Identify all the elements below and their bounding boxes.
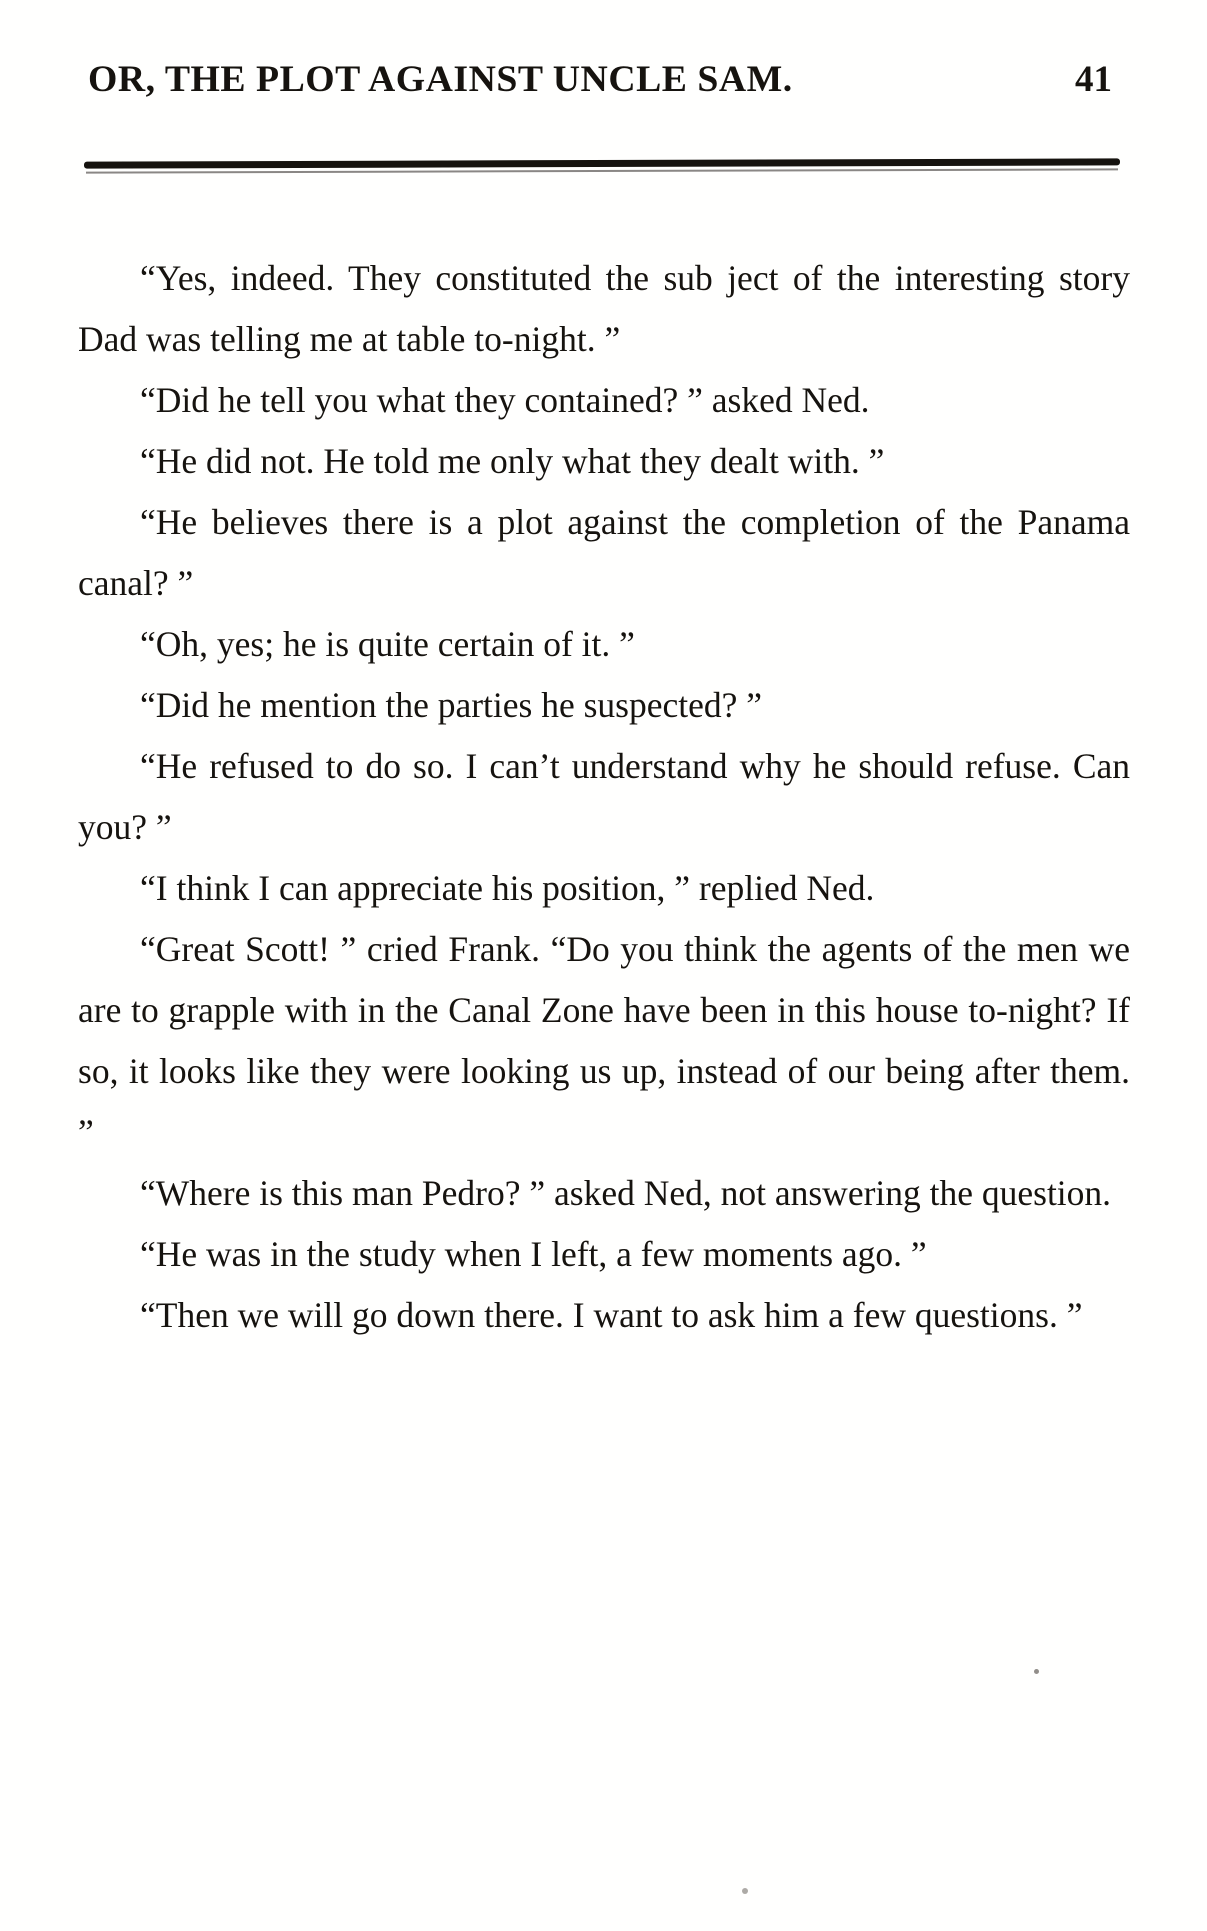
scan-speck (742, 1888, 748, 1894)
page-number: 41 (1075, 59, 1112, 100)
body-text (78, 248, 1130, 1346)
paragraph: “Where is this man Pedro? ” asked Ned, not answering the question. (140, 1173, 1112, 1213)
running-head-title: OR, THE PLOT AGAINST UNCLE SAM. (88, 59, 793, 100)
paragraph: “Then we will go down there. I want to ask him a few questions. ” (140, 1295, 1083, 1335)
paragraph: “Did he mention the parties he suspected? ” (140, 685, 763, 725)
paragraph: “Great Scott! ” cried Frank. “Do you think the agents of the men we are to grapple with in the Canal Zone have been in this house to-night? If so, it looks like they were looking us up, instead of our being after them. ” (78, 929, 1130, 1152)
header-rule-secondary (86, 168, 1118, 173)
paragraph: “Did he tell you what they contained? ” asked Ned. (140, 380, 870, 420)
header-rule (84, 158, 1120, 168)
paragraph: “Oh, yes; he is quite certain of it. ” (140, 624, 635, 664)
paragraph: “He refused to do so. I can’t understand why he should refuse. Can you? ” (78, 746, 1130, 847)
scan-speck (1034, 1669, 1039, 1674)
paragraph: “Yes, indeed. They constituted the sub ject of the interesting story Dad was telling me at table to-night. ” (78, 258, 1130, 359)
paragraph: “He believes there is a plot against the completion of the Panama canal? ” (78, 502, 1130, 603)
paragraph: “He was in the study when I left, a few moments ago. ” (140, 1234, 927, 1274)
paragraph: “He did not. He told me only what they dealt with. ” (140, 441, 885, 481)
paragraph: “I think I can appreciate his position, ” replied Ned. (140, 868, 875, 908)
running-head (88, 58, 1118, 101)
